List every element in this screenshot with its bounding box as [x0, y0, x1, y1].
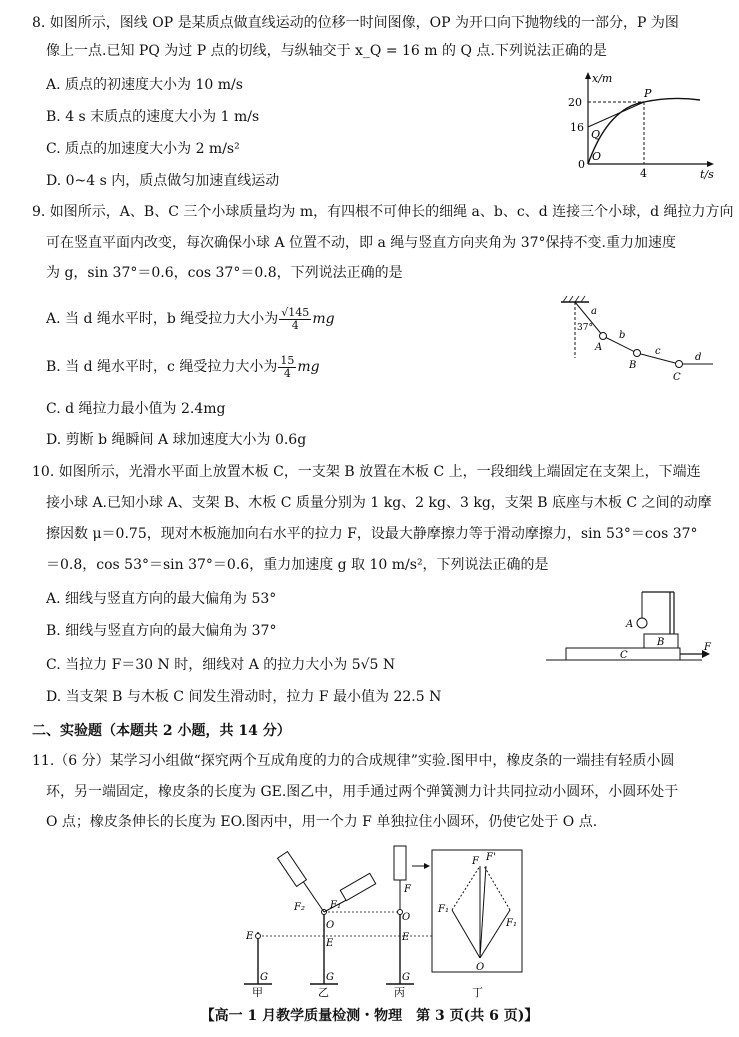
- fraction: $\frac{15}{4}$: [280, 353, 295, 380]
- q9-string-figure: [555, 292, 720, 382]
- q8-stem-line1: 8. 如图所示，图线 OP 是某质点做直线运动的位移一时间图像，OP 为开口向下抛物线的一部分，P 为图: [32, 15, 679, 31]
- q11-stem-line2: 环，另一端固定，橡皮条的长度为 GE.图乙中，用手通过两个弹簧测力计共同拉动小圆环，小圆环处于: [46, 784, 679, 800]
- label-o-bing: O: [402, 912, 411, 923]
- ytick-16: 16: [570, 121, 584, 134]
- q9-option-a: A. 当 d 绳水平时，b 绳受拉力大小为 $\frac{√145}{4}$ mg: [46, 305, 335, 332]
- ytick-20: 20: [568, 96, 582, 109]
- q10-option-a: A. 细线与竖直方向的最大偏角为 53°: [46, 591, 277, 607]
- label-f1b-ding: F₁: [506, 918, 517, 929]
- q10-stem-line2: 接小球 A.已知小球 A、支架 B、木板 C 质量分别为 1 kg、2 kg、3 kg，支架 B 底座与木板 C 之间的动摩: [46, 495, 712, 511]
- label-e-bing: E: [402, 932, 410, 943]
- xlabel: t/s: [700, 168, 714, 181]
- ylabel: x/m: [592, 72, 613, 85]
- label-d: d: [695, 352, 702, 363]
- ball-c: [676, 361, 683, 368]
- label-f-bing: F: [404, 884, 411, 895]
- arrow-right-icon: [424, 863, 430, 869]
- fraction: $\frac{√145}{4}$: [281, 305, 310, 332]
- label-f: F: [472, 856, 479, 867]
- label-b: B: [657, 637, 665, 648]
- caption-yi: 乙: [318, 986, 329, 998]
- label-c: C: [620, 650, 628, 661]
- q9-option-c: C. d 绳拉力最小值为 2.4mg: [46, 401, 226, 417]
- q9-option-b-text: B. 当 d 绳水平时，c 绳受拉力大小为: [46, 359, 278, 375]
- label-e-jia: E: [246, 931, 254, 942]
- y-axis-arrow-icon: [585, 72, 591, 79]
- label-o: O: [592, 150, 602, 163]
- origin-label: 0: [578, 158, 585, 171]
- caption-jia: 甲: [252, 986, 263, 998]
- label-ball-b: B: [629, 360, 637, 371]
- page-footer: 【高一 1 月教学质量检测・物理 第 3 页(共 6 页)】: [200, 1008, 539, 1024]
- q9-option-a-text: A. 当 d 绳水平时，b 绳受拉力大小为: [46, 311, 279, 327]
- q10-stem-line3: 擦因数 μ＝0.75，现对木板施加向右水平的拉力 F，设最大静摩擦力等于滑动摩擦力，sin 53°＝cos 37°: [46, 526, 698, 542]
- x-axis-arrow-icon: [707, 161, 714, 167]
- q8-option-c: C. 质点的加速度大小为 2 m/s²: [46, 141, 240, 157]
- caption-ding: 丁: [472, 986, 483, 998]
- label-g-yi: G: [326, 972, 334, 983]
- q11-stem-line1: 11.（6 分）某学习小组做“探究两个互成角度的力的合成规律”实验.图甲中，橡皮条的一端挂有轻质小圆: [32, 753, 675, 769]
- section-2-heading: 二、实验题（本题共 2 小题，共 14 分）: [32, 723, 291, 739]
- label-e-yi: E: [326, 938, 334, 949]
- q10-board-figure: [540, 588, 718, 664]
- label-f-prime: F': [486, 852, 496, 863]
- q8-xt-graph: [560, 70, 720, 182]
- q8-option-d: D. 0~4 s 内，质点做匀加速直线运动: [46, 173, 280, 189]
- tangent-pq: [588, 102, 644, 127]
- label-q: Q: [591, 128, 601, 141]
- label-ball-c: C: [673, 372, 681, 382]
- xtick-4: 4: [640, 167, 647, 180]
- q10-option-b: B. 细线与竖直方向的最大偏角为 37°: [46, 623, 277, 639]
- label-a: a: [591, 306, 597, 317]
- label-a: A: [626, 619, 634, 630]
- label-f: F: [704, 642, 711, 653]
- label-f1-ding: F₁: [438, 904, 449, 915]
- label-o-ding: O: [476, 962, 485, 973]
- label-p: P: [644, 87, 652, 100]
- q8-option-a: A. 质点的初速度大小为 10 m/s: [46, 77, 243, 93]
- q9-stem-line3: 为 g，sin 37°＝0.6，cos 37°＝0.8，下列说法正确的是: [46, 265, 403, 281]
- ceiling-hatch: [563, 296, 585, 302]
- ball-b: [634, 350, 641, 357]
- stand-yi: [278, 852, 404, 984]
- label-g-jia: G: [260, 972, 268, 983]
- q9-stem-line1: 9. 如图所示，A、B、C 三个小球质量均为 m，有四根不可伸长的细绳 a、b、c、d 连接三个小球，d 绳拉力方向: [32, 204, 734, 220]
- label-f2-yi: F₂: [294, 902, 305, 913]
- label-f1-yi: F₁: [330, 900, 341, 911]
- label-b: b: [619, 330, 626, 341]
- q10-stem-line4: ＝0.8，cos 53°＝sin 37°＝0.6，重力加速度 g 取 10 m/s²，下列说法正确的是: [46, 557, 549, 573]
- q8-option-b: B. 4 s 末质点的速度大小为 1 m/s: [46, 109, 260, 125]
- q10-option-c: C. 当拉力 F＝30 N 时，细线对 A 的拉力大小为 5√5 N: [46, 657, 396, 673]
- q11-experiment-figure: [226, 840, 526, 998]
- q10-option-d: D. 当支架 B 与木板 C 间发生滑动时，拉力 F 最小值为 22.5 N: [46, 689, 442, 705]
- caption-bing: 丙: [394, 986, 405, 998]
- q9-stem-line2: 可在竖直平面内改变，每次确保小球 A 位置不动，即 a 绳与竖直方向夹角为 37°保持不变.重力加速度: [46, 235, 676, 251]
- ball-a: [637, 618, 647, 628]
- angle-label: 37°: [577, 323, 593, 333]
- label-g-bing: G: [402, 972, 410, 983]
- q8-stem-line2: 像上一点.已知 PQ 为过 P 点的切线，与纵轴交于 x_Q = 16 m 的 Q 点.下列说法正确的是: [46, 43, 607, 59]
- q11-stem-line3: O 点；橡皮条伸长的长度为 EO.图丙中，用一个力 F 单独拉住小圆环，仍使它处于 O 点.: [46, 814, 598, 830]
- q10-stem-line1: 10. 如图所示，光滑水平面上放置木板 C，一支架 B 放置在木板 C 上，一段细线上端固定在支架上，下端连: [32, 464, 701, 480]
- label-ball-a: A: [595, 342, 603, 353]
- label-c: c: [655, 346, 661, 357]
- ball-a: [600, 333, 607, 340]
- label-o-yi: O: [326, 920, 335, 931]
- q9-option-b: B. 当 d 绳水平时，c 绳受拉力大小为 $\frac{15}{4}$ mg: [46, 353, 320, 380]
- q9-option-d: D. 剪断 b 绳瞬间 A 球加速度大小为 0.6g: [46, 432, 307, 448]
